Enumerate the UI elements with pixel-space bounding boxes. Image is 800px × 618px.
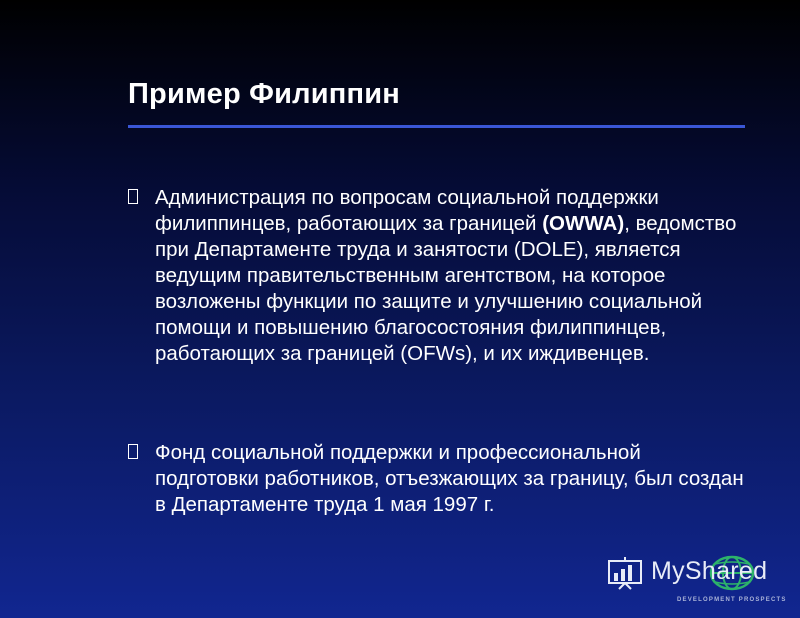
bullet-text-owwa	[155, 185, 748, 367]
square-bullet-icon	[128, 189, 138, 204]
watermark-logo	[607, 552, 797, 612]
slide-title: Пример Филиппин	[128, 78, 400, 110]
bullet-text-owwa-part1: Администрация по вопросам социальной поддержки филиппинцев, работающих за границей	[155, 186, 659, 235]
square-bullet-icon	[128, 444, 138, 459]
watermark-caption: DEVELOPMENT PROSPECTS	[677, 597, 787, 603]
bullet-text-fund: Фонд социальной поддержки и профессиональной подготовки работников, отъезжающих за границу, был создан в Департаменте труда 1 мая 1997 г.	[155, 441, 744, 516]
bullet-text-owwa-bold: (OWWA)	[542, 212, 625, 235]
watermark-brand: MyShared	[651, 557, 768, 585]
bullet-text-owwa-part2: , ведомство при Департаменте труда и занятости (DOLE), является ведущим правительственным агентством, на которое возложены функции по защите и улучшению социальной помощи и повышению благосостояния филиппинцев, работающих за границей (OFWs), и их иждивенцев.	[155, 212, 737, 365]
title-underline	[128, 125, 745, 128]
bar-chart-icon	[607, 556, 645, 590]
